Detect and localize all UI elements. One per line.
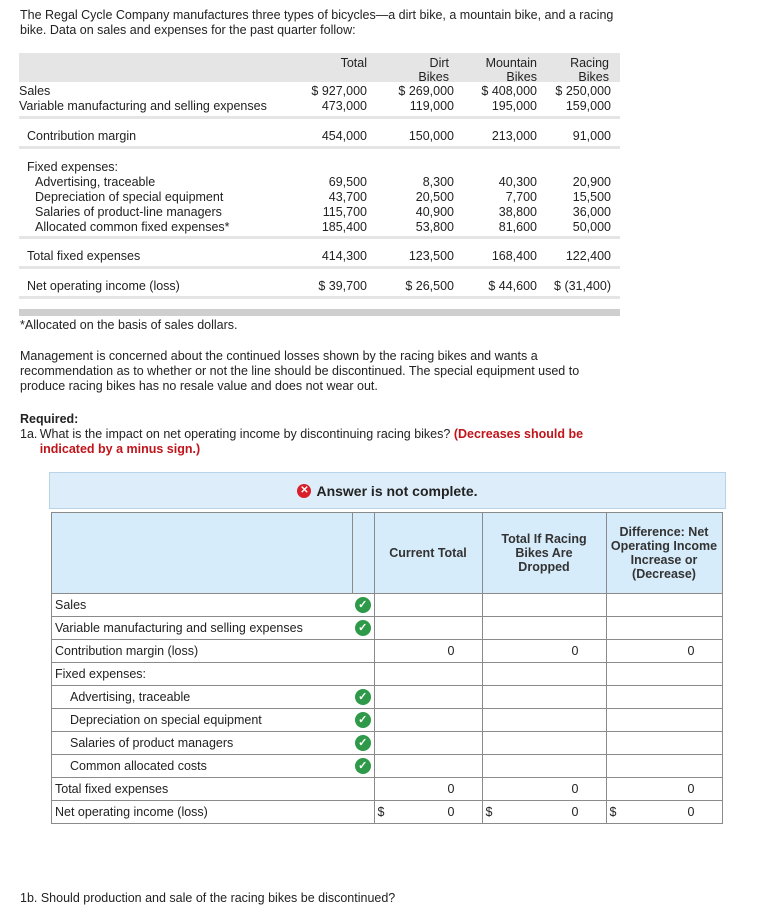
- answer-row-label: Salaries of product managers: [52, 732, 353, 755]
- answer-value: 0: [447, 644, 455, 658]
- correct-check-icon: ✓: [355, 597, 371, 613]
- value-salaries-col3: 36,000: [572, 205, 611, 219]
- answer-input-difference[interactable]: [606, 755, 722, 778]
- value-noi-col3: $ (31,400): [554, 279, 611, 293]
- value-depreciation-col2: 7,700: [505, 190, 537, 204]
- value-allocated-col3: 50,000: [572, 220, 611, 234]
- answer-input-difference[interactable]: [606, 617, 722, 640]
- answer-input-dropped[interactable]: [482, 594, 606, 617]
- answer-input-dropped[interactable]: [482, 686, 606, 709]
- value-advertising-col0: 69,500: [328, 175, 367, 189]
- row-label-salaries: Salaries of product-line managers: [35, 205, 222, 219]
- answer-header-label: [52, 513, 353, 594]
- correct-check-icon: ✓: [355, 620, 371, 636]
- answer-input-dropped[interactable]: [482, 709, 606, 732]
- value-noi-col2: $ 44,600: [488, 279, 537, 293]
- problem-intro: The Regal Cycle Company manufactures three types of bicycles—a dirt bike, a mountain bike, and a racing bike. Data on sales and expenses for the past quarter follow:: [20, 8, 614, 37]
- value-cm-col0: 454,000: [321, 129, 367, 143]
- correct-check-icon: ✓: [355, 689, 371, 705]
- value-depreciation-col1: 20,500: [415, 190, 454, 204]
- value-sales-col1: $ 269,000: [398, 84, 454, 98]
- correct-check-icon: ✓: [355, 735, 371, 751]
- dollar-sign: $: [485, 805, 493, 819]
- answer-input-current[interactable]: [374, 640, 482, 663]
- col-header-racing: Racing Bikes: [570, 56, 609, 84]
- value-depreciation-col3: 15,500: [572, 190, 611, 204]
- value-variable-col3: 159,000: [565, 99, 611, 113]
- value-advertising-col1: 8,300: [422, 175, 454, 189]
- value-sales-col0: $ 927,000: [311, 84, 367, 98]
- col-header-dirt: Dirt Bikes: [418, 56, 449, 84]
- answer-row: [52, 594, 723, 617]
- answer-row-label: Variable manufacturing and selling expenses: [52, 617, 353, 640]
- answer-input-difference[interactable]: [606, 778, 722, 801]
- q1a-text: What is the impact on net operating income by discontinuing racing bikes? (Decreases should be indicated by a minus sign.): [39, 427, 584, 456]
- value-depreciation-col0: 43,700: [328, 190, 367, 204]
- answer-input-current[interactable]: [374, 617, 482, 640]
- value-salaries-col0: 115,700: [322, 205, 367, 219]
- value-cm-col3: 91,000: [572, 129, 611, 143]
- answer-input-current[interactable]: [374, 801, 482, 824]
- answer-status-text: Answer is not complete.: [316, 482, 478, 499]
- answer-row: [52, 663, 723, 686]
- answer-table: [51, 512, 723, 824]
- answer-value: 0: [571, 805, 579, 819]
- q1a-prefix: 1a.: [20, 427, 38, 441]
- value-noi-col1: $ 26,500: [405, 279, 454, 293]
- answer-input-difference[interactable]: [606, 686, 722, 709]
- answer-input-current[interactable]: [374, 732, 482, 755]
- answer-col-dropped: Total If Racing Bikes Are Dropped: [482, 513, 606, 594]
- value-allocated-col1: 53,800: [415, 220, 454, 234]
- value-salaries-col2: 38,800: [498, 205, 537, 219]
- answer-input-dropped[interactable]: [482, 617, 606, 640]
- row-label-cm: Contribution margin: [27, 129, 137, 143]
- answer-col-current: Current Total: [374, 513, 482, 594]
- answer-input-dropped[interactable]: [482, 663, 606, 686]
- answer-input-dropped[interactable]: [482, 755, 606, 778]
- answer-input-dropped[interactable]: [482, 778, 606, 801]
- required-section: [20, 412, 620, 457]
- answer-row: [52, 801, 723, 824]
- answer-input-current[interactable]: [374, 686, 482, 709]
- answer-input-current[interactable]: [374, 663, 482, 686]
- row-label-fixed-label: Fixed expenses:: [27, 160, 119, 174]
- answer-row: [52, 778, 723, 801]
- value-total-fixed-col1: 123,500: [408, 249, 454, 263]
- value-noi-col0: $ 39,700: [318, 279, 367, 293]
- dollar-sign: $: [377, 805, 385, 819]
- answer-row-label: Common allocated costs: [52, 755, 353, 778]
- answer-row: [52, 732, 723, 755]
- answer-input-current[interactable]: [374, 755, 482, 778]
- answer-row: [52, 755, 723, 778]
- required-title: Required:: [20, 412, 79, 426]
- answer-value: 0: [571, 644, 579, 658]
- answer-input-difference[interactable]: [606, 663, 722, 686]
- correct-check-icon: ✓: [355, 758, 371, 774]
- value-cm-col1: 150,000: [408, 129, 454, 143]
- answer-value: 0: [687, 782, 695, 796]
- answer-row: [52, 640, 723, 663]
- value-total-fixed-col3: 122,400: [565, 249, 611, 263]
- management-paragraph: Management is concerned about the continued losses shown by the racing bikes and wants a recommendation as to whether or not the line should be discontinued. The special equipment used to produce racing bikes has no resale value and does not wear out.: [20, 349, 580, 393]
- correct-check-icon: ✓: [355, 712, 371, 728]
- error-x-icon: ✕: [297, 484, 311, 498]
- col-header-mountain: Mountain Bikes: [485, 56, 537, 84]
- answer-row-label: Sales: [52, 594, 353, 617]
- answer-input-dropped[interactable]: [482, 732, 606, 755]
- answer-input-difference[interactable]: [606, 732, 722, 755]
- answer-row: [52, 709, 723, 732]
- answer-row-label: Fixed expenses:: [52, 663, 353, 686]
- value-advertising-col2: 40,300: [498, 175, 537, 189]
- answer-input-dropped[interactable]: [482, 801, 606, 824]
- answer-value: 0: [571, 782, 579, 796]
- answer-input-difference[interactable]: [606, 594, 722, 617]
- answer-value: 0: [687, 805, 695, 819]
- answer-input-dropped[interactable]: [482, 640, 606, 663]
- answer-row-label: Advertising, traceable: [52, 686, 353, 709]
- value-sales-col2: $ 408,000: [481, 84, 537, 98]
- answer-row-label: Depreciation on special equipment: [52, 709, 353, 732]
- row-label-total-fixed: Total fixed expenses: [27, 249, 141, 263]
- dollar-sign: $: [609, 805, 617, 819]
- answer-value: 0: [447, 805, 455, 819]
- answer-col-difference: Difference: Net Operating Income Increase or (Decrease): [606, 513, 722, 594]
- value-allocated-col0: 185,400: [321, 220, 367, 234]
- value-allocated-col2: 81,600: [498, 220, 537, 234]
- row-label-depreciation: Depreciation of special equipment: [35, 190, 224, 204]
- value-salaries-col1: 40,900: [415, 205, 454, 219]
- answer-row: [52, 686, 723, 709]
- value-advertising-col3: 20,900: [572, 175, 611, 189]
- answer-input-difference[interactable]: [606, 709, 722, 732]
- answer-input-difference[interactable]: [606, 801, 722, 824]
- value-variable-col0: 473,000: [321, 99, 367, 113]
- answer-input-difference[interactable]: [606, 640, 722, 663]
- row-label-noi: Net operating income (loss): [27, 279, 180, 293]
- answer-row: [52, 617, 723, 640]
- answer-input-current[interactable]: [374, 709, 482, 732]
- value-variable-col2: 195,000: [491, 99, 537, 113]
- value-cm-col2: 213,000: [491, 129, 537, 143]
- row-label-sales: Sales: [19, 84, 51, 98]
- value-variable-col1: 119,000: [409, 99, 454, 113]
- answer-value: 0: [687, 644, 695, 658]
- answer-row-label: Total fixed expenses: [52, 778, 353, 801]
- answer-row-label: Net operating income (loss): [52, 801, 353, 824]
- q1b-text: 1b. Should production and sale of the racing bikes be discontinued?: [20, 891, 396, 905]
- footnote: *Allocated on the basis of sales dollars.: [20, 318, 238, 332]
- value-sales-col3: $ 250,000: [555, 84, 611, 98]
- answer-row-label: Contribution margin (loss): [52, 640, 353, 663]
- row-label-variable: Variable manufacturing and selling expenses: [19, 99, 267, 113]
- answer-input-current[interactable]: [374, 778, 482, 801]
- answer-input-current[interactable]: [374, 594, 482, 617]
- answer-status-banner: [49, 472, 726, 509]
- value-total-fixed-col2: 168,400: [491, 249, 537, 263]
- answer-value: 0: [447, 782, 455, 796]
- row-label-allocated: Allocated common fixed expenses*: [35, 220, 230, 234]
- value-total-fixed-col0: 414,300: [321, 249, 367, 263]
- row-label-advertising: Advertising, traceable: [35, 175, 156, 189]
- col-header-total: Total: [340, 56, 367, 70]
